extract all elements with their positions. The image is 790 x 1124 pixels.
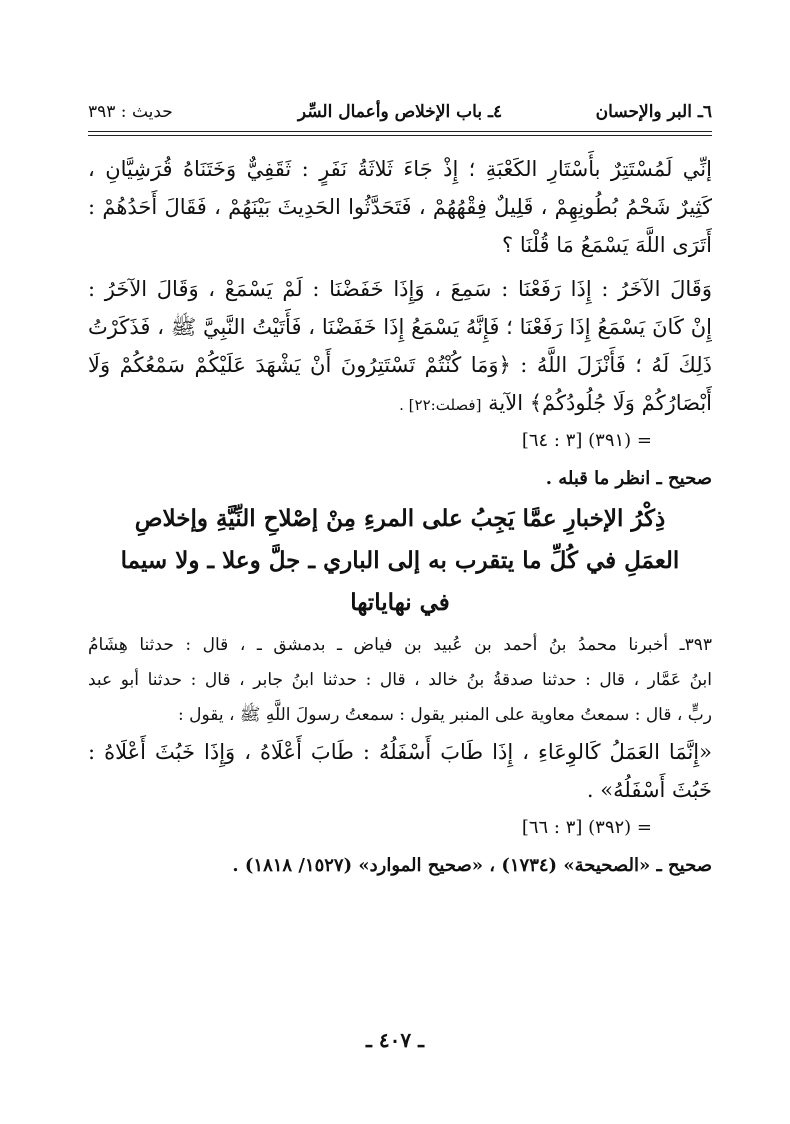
hadith-393-grade: صحيح ـ «الصحيحة» (١٧٣٤) ، «صحيح الموارد» (١٥٢٧/ ١٨١٨) .: [232, 855, 712, 876]
hadith-392-line-2: كَثِيرٌ شَحْمُ بُطُونِهِمْ ، قَلِيلٌ فِقْهُهُمْ ، فَتَحَدَّثُوا الحَدِيثَ بَيْنَهُمْ ، فَقَالَ أَحَدُهُمْ :: [88, 195, 712, 219]
hadith-393-isnad-line-3: ربٍّ ، قال : سمعتُ معاوية على المنبر يقول : سمعتُ رسولَ اللَّهِ ﷺ ، يقول :: [178, 705, 712, 725]
page-number: ـ ٤٠٧ ـ: [366, 1028, 424, 1052]
running-header: [88, 96, 712, 130]
page-body: [88, 150, 712, 885]
hadith-392-line-4: وَقَالَ الآخَرُ : إِذَا رَفَعْنَا : سَمِعَ ، وَإِذَا خَفَضْنَا : لَمْ يَسْمَعْ ، وَقَالَ الآخَرُ :: [88, 277, 712, 301]
header-section-title: ٤ـ باب الإخلاص وأعمال السِّر: [297, 102, 503, 122]
hadith-392-numbering: = (٣٩١) [٣ : ٦٤]: [521, 430, 652, 451]
hadith-392-line-7: [88, 384, 712, 422]
hadith-392-line-1: إنِّي لَمُسْتَتِرٌ بأَسْتَارِ الكَعْبَةِ ؛ إِذْ جَاءَ ثَلاثَةُ نَفَرٍ : ثَقَفِيٌّ وَخَتَنَاهُ قُرَشِيَّانِ ،: [88, 157, 712, 181]
chapter-title-line-3: في نهاياتها: [350, 589, 450, 616]
hadith-392-grade: صحيح ـ انظر ما قبله .: [545, 468, 712, 489]
hadith-392-line-5: إِنْ كَانَ يَسْمَعُ إِذَا رَفَعْنَا ؛ فَإِنَّهُ يَسْمَعُ إِذَا خَفَضْنَا ، فَأَتَيْتُ النَّبِيَّ ﷺ ، فَذَكَرْتُ: [88, 315, 712, 339]
hadith-393-isnad-line-1: ٣٩٣ـ أخبرنا محمدُ بنُ أحمد بن عُبيد بن فياض ـ بدمشق ـ ، قال : حدثنا هِشَامُ: [88, 635, 712, 655]
hadith-392-line-7-text: أَبْصَارُكُمْ وَلَا جُلُودُكُمْ﴾ الآية: [488, 391, 712, 415]
header-book-title: ٦ـ البر والإحسان: [595, 102, 712, 122]
quran-reference: [فصلت:٢٢] .: [399, 396, 482, 414]
chapter-title-line-1: ذِكْرُ الإخبارِ عمَّا يَجِبُ على المرءِ مِنْ إصْلاحِ النِّيَّةِ وإخلاصِ: [134, 505, 666, 532]
hadith-393-matn-line-2: خَبُثَ أَسْفَلُهُ» .: [586, 778, 712, 802]
hadith-393-isnad-line-2: ابنُ عَمَّار ، قال : حدثنا صدقةُ بنُ خالد ، قال : حدثنا ابنُ جابر ، قال : حدثنا أبو عبد: [88, 670, 712, 690]
chapter-title-line-2: العمَلِ في كُلِّ ما يتقرب به إلى الباري ـ جلَّ وعلا ـ ولا سيما: [120, 547, 680, 574]
hadith-392-line-6: ذَلِكَ لَهُ ؛ فَأَنْزَلَ اللَّهُ : ﴿وَمَا كُنْتُمْ تَسْتَتِرُونَ أَنْ يَشْهَدَ عَلَيْكُمْ سَمْعُكُمْ وَلَا: [88, 353, 712, 377]
hadith-392-line-3: أَتَرَى اللَّهَ يَسْمَعُ مَا قُلْنَا ؟: [502, 233, 712, 257]
hadith-393-matn-line-1: «إِنَّمَا العَمَلُ كَالوِعَاءِ ، إِذَا طَابَ أَسْفَلُهُ : طَابَ أَعْلَاهُ ، وَإِذَا خَبُثَ أَعْلَاهُ :: [88, 740, 712, 764]
header-hadith-number: حديث : ٣٩٣: [88, 102, 173, 122]
header-rule-thin: [88, 135, 712, 136]
hadith-393-numbering: = (٣٩٢) [٣ : ٦٦]: [521, 817, 652, 838]
header-rule: [88, 131, 712, 132]
